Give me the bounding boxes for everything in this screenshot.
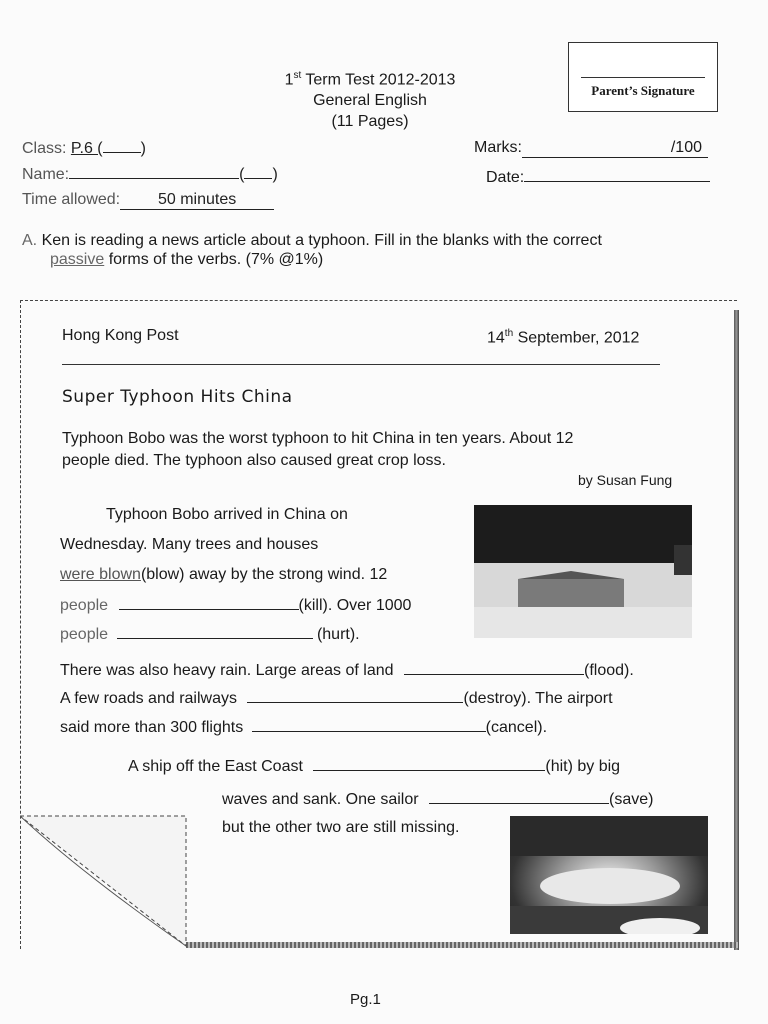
body-line-6 — [60, 660, 634, 680]
summary-line-2: people died. The typhoon also caused great crop loss. — [62, 452, 446, 469]
page-count: (11 Pages) — [331, 113, 409, 130]
answer-blank-destroy[interactable] — [247, 688, 463, 703]
term-sup: st — [293, 70, 302, 81]
instruction-line-2 — [50, 251, 323, 269]
instruction-text-2: forms of the verbs. (7% @1%) — [104, 251, 324, 268]
class-label: Class: — [22, 140, 67, 157]
line7-prefix: A few roads and railways — [60, 690, 237, 707]
subject-title: General English — [313, 92, 427, 109]
date-blank[interactable] — [524, 167, 710, 182]
parent-signature-box[interactable] — [568, 42, 718, 112]
class-no-blank[interactable] — [244, 164, 272, 179]
section-letter: A. — [22, 232, 38, 249]
signature-line — [581, 77, 705, 78]
time-field — [22, 191, 274, 210]
body-line-8 — [60, 717, 547, 737]
term-rest: Term Test 2012-2013 — [301, 71, 456, 89]
line8-suffix: (cancel). — [485, 719, 548, 736]
marks-total: /100 — [670, 139, 702, 156]
body-line-3 — [60, 566, 387, 584]
name-label: Name: — [22, 166, 70, 183]
article-date — [487, 328, 639, 347]
typhoon-flood-photo — [474, 505, 692, 638]
body-line-2: Wednesday. Many trees and houses — [60, 536, 319, 553]
name-field — [22, 164, 278, 184]
newspaper-source: Hong Kong Post — [62, 327, 179, 344]
answer-blank-flood[interactable] — [404, 660, 584, 675]
body-line-1: Typhoon Bobo arrived in China on — [106, 506, 348, 523]
body-line-11: but the other two are still missing. — [222, 819, 460, 836]
line9-suffix: (hit) by big — [545, 758, 621, 775]
signature-label: Parent’s Signature — [591, 83, 695, 98]
date-label: Date: — [486, 169, 525, 186]
name-paren-open: ( — [239, 166, 245, 183]
example-answer: were blown — [60, 566, 141, 583]
body-line-9 — [128, 756, 620, 776]
answer-blank-cancel[interactable] — [252, 717, 486, 732]
line10-prefix: waves and sank. One sailor — [222, 791, 419, 808]
line10-suffix: (save) — [609, 791, 654, 808]
instruction-underlined: passive — [50, 251, 105, 268]
line6-suffix: (flood). — [583, 662, 634, 679]
test-title — [240, 70, 500, 89]
line9-prefix: A ship off the East Coast — [128, 758, 303, 775]
line7-suffix: (destroy). The airport — [463, 690, 613, 707]
answer-blank-save[interactable] — [429, 789, 609, 804]
marks-blank[interactable] — [522, 139, 708, 158]
body-line-7 — [60, 688, 613, 708]
storm-wave-photo — [510, 816, 708, 934]
name-paren-close: ) — [272, 166, 278, 183]
time-label: Time allowed: — [22, 191, 121, 208]
term-number: 1 — [284, 71, 294, 89]
body-line-4 — [60, 595, 411, 615]
class-number-blank[interactable] — [103, 138, 141, 153]
frame-right-edge — [734, 310, 739, 950]
date-field — [486, 167, 710, 187]
line8-prefix: said more than 300 flights — [60, 719, 244, 736]
name-blank[interactable] — [69, 164, 239, 179]
answer-blank-hurt[interactable] — [117, 624, 313, 639]
time-value: 50 minutes — [120, 191, 274, 210]
class-value: P.6 ( — [70, 140, 103, 157]
body-line-10 — [222, 789, 653, 809]
class-close: ) — [140, 140, 146, 157]
instruction-text-1: Ken is reading a news article about a typhoon. Fill in the blanks with the correct — [41, 232, 602, 249]
summary-line-1: Typhoon Bobo was the worst typhoon to hit China in ten years. About 12 — [62, 430, 574, 447]
line5-suffix: (hurt). — [316, 626, 360, 643]
marks-field — [474, 139, 708, 158]
line5-prefix: people — [60, 626, 109, 643]
line4-prefix: people — [60, 597, 109, 614]
byline: by Susan Fung — [578, 472, 673, 488]
headline: Super Typhoon Hits China — [62, 387, 293, 407]
frame-bottom-edge — [186, 942, 738, 948]
body-line-5 — [60, 624, 360, 644]
page-curl-corner — [20, 812, 190, 952]
header-rule — [62, 364, 660, 365]
class-field — [22, 138, 146, 158]
line6-prefix: There was also heavy rain. Large areas of land — [60, 662, 394, 679]
body-line-3-rest: (blow) away by the strong wind. 12 — [140, 566, 388, 583]
date-rest: September, 2012 — [513, 329, 640, 347]
marks-label: Marks: — [474, 139, 522, 156]
instruction-line-1 — [22, 232, 602, 250]
answer-blank-hit[interactable] — [313, 756, 545, 771]
answer-blank-kill[interactable] — [119, 595, 299, 610]
date-day: 14 — [487, 329, 505, 347]
page-number: Pg.1 — [350, 991, 381, 1008]
line4-suffix: (kill). Over 1000 — [298, 597, 412, 614]
date-sup: th — [504, 328, 514, 339]
